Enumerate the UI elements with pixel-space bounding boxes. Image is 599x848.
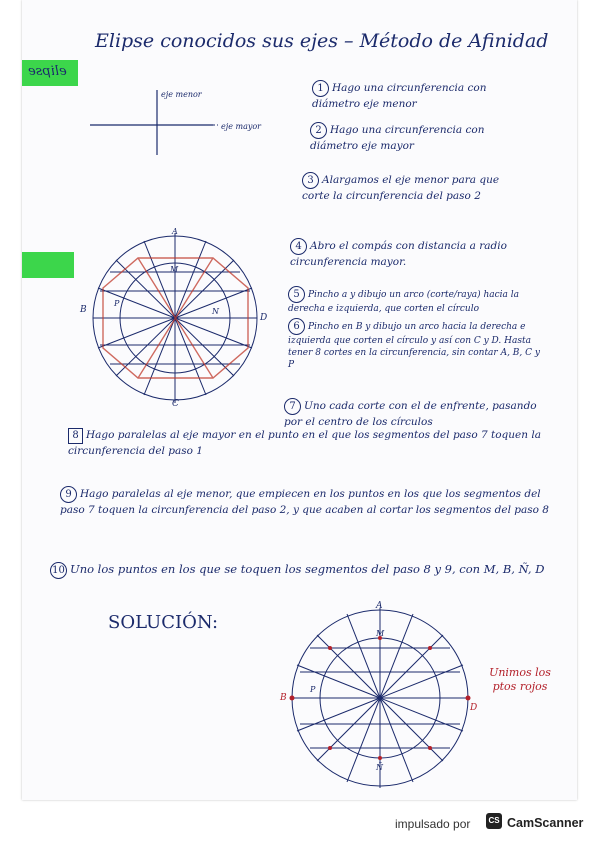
construction-diagram-2 bbox=[272, 600, 482, 790]
powered-by-text: impulsado por bbox=[395, 817, 471, 831]
major-axis-label: eje mayor bbox=[221, 122, 262, 131]
label2-A: A bbox=[376, 601, 383, 611]
step-6: 6 Pincho en B y dibujo un arco hacia la derecha e izquierda que corten el círculo y así con C y D. Hasta tener 8 cortes en la circunferencia, sin contar A, B, C y P bbox=[288, 318, 543, 371]
label-C: C bbox=[172, 399, 179, 408]
red-note: Unimos los ptos rojos bbox=[489, 666, 551, 693]
step-3: 3 Alargamos el eje menor para que corte la circunferencia del paso 2 bbox=[302, 174, 500, 202]
label2-M: M bbox=[376, 629, 385, 638]
label2-D: D bbox=[470, 703, 478, 713]
solution-label: SOLUCIÓN: bbox=[108, 612, 219, 633]
page-title: Elipse conocidos sus ejes – Método de Afinidad bbox=[95, 30, 549, 52]
step-5: 5 Pincho a y dibujo un arco (corte/raya) hacia la derecha e izquierda, que corten el círculo bbox=[288, 286, 548, 315]
label-A: A bbox=[172, 228, 178, 236]
green-tab-middle bbox=[22, 252, 74, 278]
camscanner-logo-icon: CS bbox=[486, 813, 502, 829]
axes-sketch bbox=[85, 85, 285, 160]
label-N: N bbox=[212, 307, 219, 316]
step-7: 7 Uno cada corte con el de enfrente, pasando por el centro de los círculos bbox=[284, 400, 537, 428]
label-P: P bbox=[114, 299, 120, 308]
step-8: 8 Hago paralelas al eje mayor en el punto en el que los segmentos del paso 7 toquen la circunferencia del paso 1 bbox=[68, 429, 541, 457]
label-M: M bbox=[170, 265, 179, 274]
side-tab-label: elipse bbox=[28, 64, 67, 79]
step-9: 9 Hago paralelas al eje menor, que empiecen en los puntos en los que los segmentos del paso 7 toquen la circunferencia del paso 2, y que acaben al cortar los segmentos del paso 8 bbox=[60, 488, 549, 516]
label-D: D bbox=[260, 313, 268, 323]
minor-axis-label: eje menor bbox=[161, 90, 202, 99]
label2-B: B bbox=[280, 693, 287, 703]
label2-N: Ñ bbox=[376, 763, 383, 772]
camscanner-brand: CamScanner bbox=[507, 816, 584, 830]
step-1: 1 Hago una circunferencia con diámetro eje menor bbox=[312, 82, 487, 110]
label2-P: P bbox=[310, 685, 316, 694]
label-B: B bbox=[80, 305, 87, 315]
step-10: 10 Uno los puntos en los que se toquen los segmentos del paso 8 y 9, con M, B, Ñ, D bbox=[50, 560, 570, 579]
step-4: 4 Abro el compás con distancia a radio circunferencia mayor. bbox=[290, 240, 507, 268]
step-2: 2 Hago una circunferencia con diámetro eje mayor bbox=[310, 124, 485, 152]
construction-diagram-1 bbox=[78, 228, 278, 408]
